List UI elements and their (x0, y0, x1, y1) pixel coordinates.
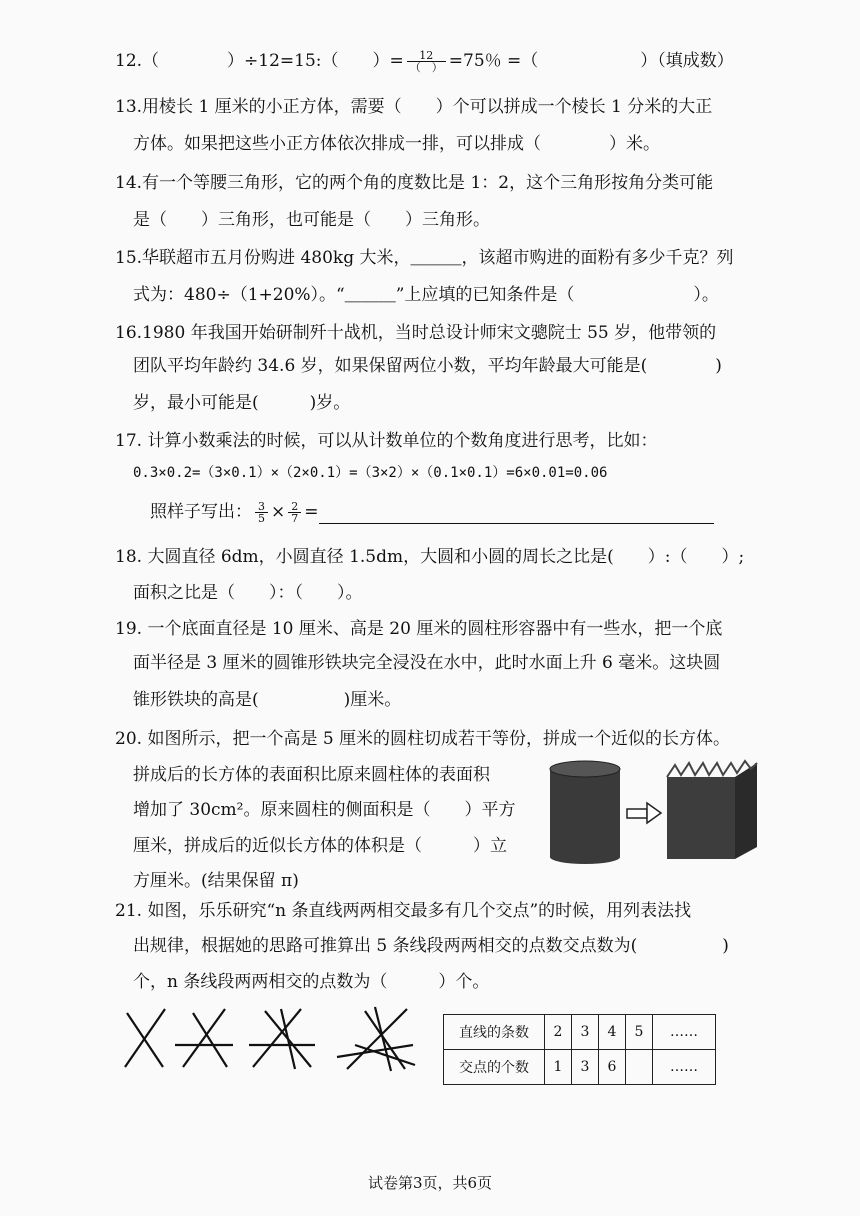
cylinder-top (550, 761, 620, 777)
question-19: 19. 一个底面直径是 10 厘米、高是 20 厘米的圆柱形容器中有一些水，把一个底 (115, 619, 723, 639)
question-21-cont2: 个，n 条线段两两相交的点数为（ ）个。 (133, 972, 490, 992)
question-18-cont: 面积之比是（ ）：（ ）。 (133, 583, 363, 603)
question-20-cont4: 方厘米。(结果保留 π) (133, 871, 299, 891)
two-lines-figure (125, 1009, 165, 1067)
question-17: 17. 计算小数乘法的时候，可以从计数单位的个数角度进行思考，比如： (115, 431, 658, 451)
question-13-cont: 方体。如果把这些小正方体依次排成一排，可以排成（ ）米。 (133, 134, 660, 154)
intersecting-lines-figure (115, 1005, 425, 1075)
cuboid-front (667, 777, 735, 859)
cylinder-body (550, 769, 620, 857)
question-19-cont: 面半径是 3 厘米的圆锥形铁块完全浸没在水中，此时水面上升 6 毫米。这块圆 (133, 653, 721, 673)
question-20: 20. 如图所示，把一个高是 5 厘米的圆柱切成若干等份，拼成一个近似的长方体。 (115, 729, 731, 749)
question-17-example: 0.3×0.2=（3×0.1）×（2×0.1）=（3×2）×（0.1×0.1）=6×0.01=0.06 (133, 465, 608, 481)
question-15-cont: 式为：480÷（1+20%）。“＿＿＿”上应填的已知条件是（ ）。 (133, 285, 719, 305)
question-14: 14.有一个等腰三角形，它的两个角的度数比是 1：2，这个三角形按角分类可能 (115, 173, 714, 193)
four-lines-figure (249, 1009, 315, 1069)
question-16-cont: 团队平均年龄约 34.6 岁，如果保留两位小数，平均年龄最大可能是( ) (133, 356, 722, 376)
question-21: 21. 如图，乐乐研究“n 条直线两两相交最多有几个交点”的时候，用列表法找 (115, 901, 692, 921)
arrow-icon (627, 803, 661, 823)
question-21-cont: 出规律，根据她的思路可推算出 5 条线段两两相交的点数交点数为( ) (133, 936, 729, 956)
question-20-cont2: 增加了 30cm²。原来圆柱的侧面积是（ ）平方 (133, 800, 516, 820)
answer-line[interactable] (319, 505, 714, 524)
table-row: 直线的条数 2 3 4 5 …… (444, 1015, 716, 1050)
cylinder-bottom (550, 850, 620, 864)
intersection-table (443, 1014, 716, 1085)
question-17-task: 照样子写出： $\frac{3}{5}$ × $\frac{2}{7}$ = (150, 501, 714, 524)
question-14-cont: 是（ ）三角形，也可能是（ ）三角形。 (133, 210, 490, 230)
cylinder-to-cuboid-figure (545, 755, 815, 865)
page-footer: 试卷第3页，共6页 (367, 1174, 493, 1192)
table-row: 交点的个数 1 3 6 …… (444, 1050, 716, 1085)
five-lines-figure (337, 1007, 415, 1071)
question-16-cont2: 岁，最小可能是( )岁。 (133, 393, 351, 413)
cuboid-side (735, 763, 757, 859)
question-13: 13.用棱长 1 厘米的小正方体，需要（ ）个可以拼成一个棱长 1 分米的大正 (115, 97, 713, 117)
question-20-cont: 拼成后的长方体的表面积比原来圆柱体的表面积 (133, 765, 490, 785)
question-16: 16.1980 年我国开始研制歼十战机，当时总设计师宋文骢院士 55 岁，他带领的 (115, 323, 717, 343)
three-lines-figure (175, 1009, 233, 1067)
question-18: 18. 大圆直径 6dm，小圆直径 1.5dm，大圆和小圆的周长之比是( ）:（ ）; (115, 547, 745, 567)
question-15: 15.华联超市五月份购进 480kg 大米，＿＿＿，该超市购进的面粉有多少千克？列 (115, 248, 734, 268)
question-19-cont2: 锥形铁块的高是( )厘米。 (133, 690, 402, 710)
question-20-cont3: 厘米，拼成后的近似长方体的体积是（ ）立 (133, 836, 507, 856)
fraction: $\frac{12}{( )}$ (407, 50, 446, 73)
question-12: 12.（ ）÷12=15:（ ）= $\frac{12}{( )}$ =75％ =（ ）（填成数） (115, 49, 734, 74)
